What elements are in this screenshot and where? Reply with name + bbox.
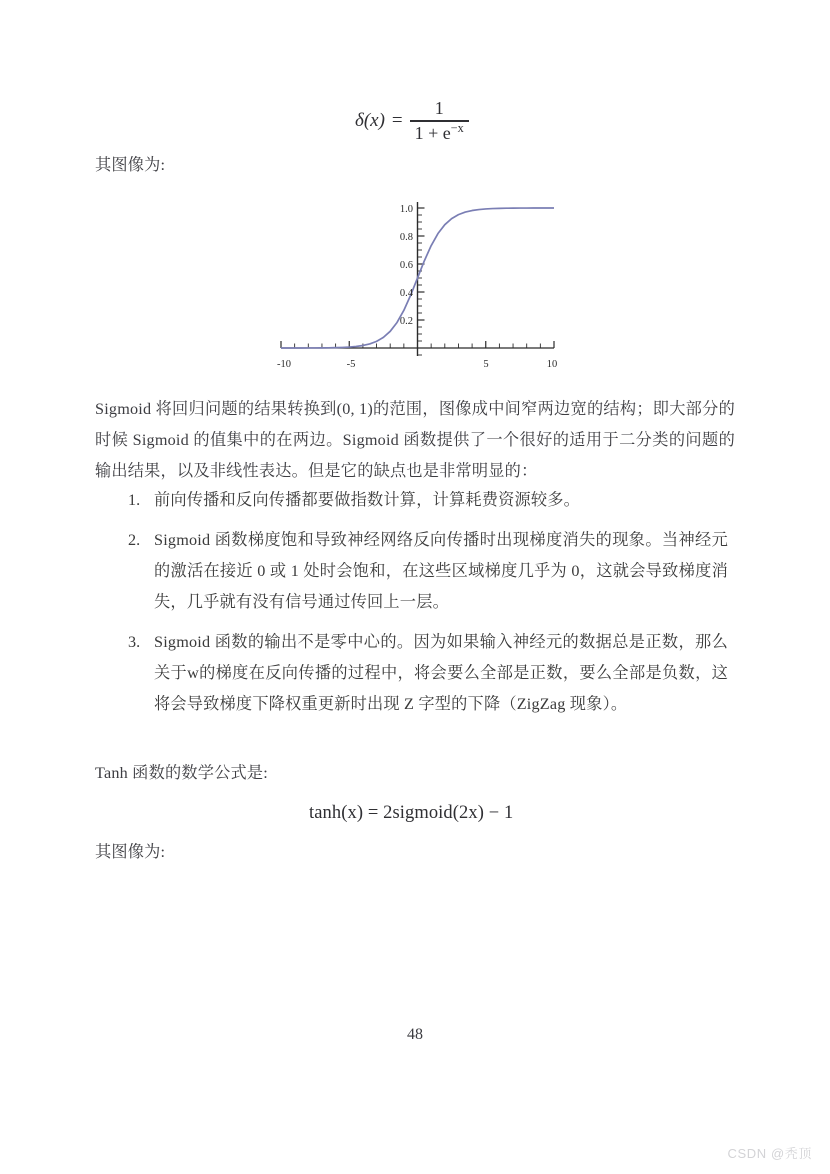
- sigmoid-description-paragraph: Sigmoid 将回归问题的结果转换到(0, 1)的范围，图像成中间窄两边宽的结构；即大部分的时候 Sigmoid 的值集中的在两边。Sigmoid 函数提供了一个很好的适用于二分类的问题的输出结果，以及非线性表达。但是它的缺点也是非常明显的：: [95, 400, 735, 480]
- list-item-text: Sigmoid 函数的输出不是零中心的。因为如果输入神经元的数据总是正数，那么关于w的梯度在反向传播的过程中，将会要么全部是正数，要么全部是负数，这将会导致梯度下降权重更新时出现 Z 字型的下降（ZigZag 现象）。: [154, 633, 728, 713]
- list-item-marker: 1.: [128, 491, 141, 509]
- x-tick-label-10: 10: [546, 359, 558, 370]
- denominator-exponent: −x: [450, 120, 464, 135]
- denominator-base: 1 + e: [414, 122, 451, 143]
- csdn-watermark: CSDN @秃顶: [727, 1146, 812, 1161]
- sigmoid-drawbacks-list: [128, 485, 728, 729]
- sigmoid-plot: [275, 190, 560, 375]
- sigmoid-formula-lhs: δ(x): [355, 109, 385, 131]
- x-tick-label-neg10: -10: [277, 359, 291, 370]
- x-axis-tick-labels: [277, 359, 557, 370]
- sigmoid-figure-caption: 其图像为:: [95, 156, 166, 174]
- x-tick-label-neg5: -5: [346, 359, 356, 370]
- list-item-marker: 3.: [128, 633, 141, 651]
- fraction-denominator: [410, 122, 469, 144]
- sigmoid-formula-fraction: [410, 98, 469, 144]
- y-tick-label-08: 0.8: [399, 232, 413, 243]
- y-axis-tick-labels: [400, 204, 414, 327]
- tanh-figure-caption: 其图像为:: [95, 843, 166, 861]
- list-item-marker: 2.: [128, 531, 141, 549]
- list-item-text: 前向传播和反向传播都要做指数计算，计算耗费资源较多。: [154, 491, 581, 509]
- y-tick-label-04: 0.4: [399, 288, 413, 299]
- page-number: 48: [407, 1026, 423, 1043]
- sigmoid-formula-equals: =: [391, 109, 403, 131]
- list-item: [128, 627, 728, 720]
- y-tick-label-02: 0.2: [399, 316, 413, 327]
- fraction-numerator: 1: [434, 98, 444, 118]
- list-item: [128, 485, 728, 516]
- list-item-text: Sigmoid 函数梯度饱和导致神经网络反向传播时出现梯度消失的现象。当神经元的激活在接近 0 或 1 处时会饱和，在这些区域梯度几乎为 0，这就会导致梯度消失，几乎就有没有信号通过传回上一层。: [154, 531, 728, 611]
- y-tick-label-10: 1.0: [399, 204, 413, 215]
- tanh-intro-text: Tanh 函数的数学公式是:: [95, 764, 268, 782]
- y-tick-label-06: 0.6: [399, 260, 413, 271]
- sigmoid-formula: [355, 98, 469, 144]
- x-tick-label-5: 5: [483, 359, 489, 370]
- sigmoid-plot-svg: [275, 190, 560, 375]
- tanh-formula: tanh(x) = 2sigmoid(2x) − 1: [309, 803, 514, 823]
- list-item: [128, 525, 728, 618]
